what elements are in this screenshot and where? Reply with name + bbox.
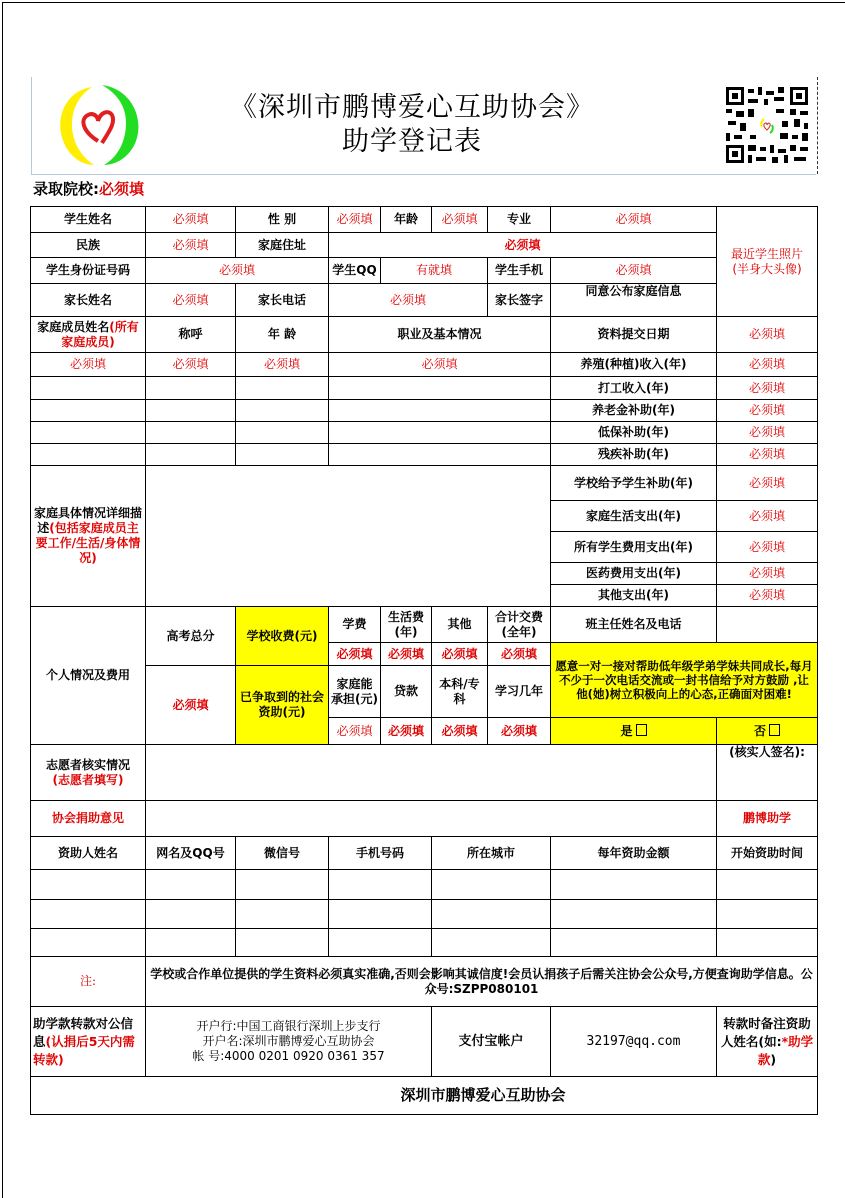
sponsor-cell[interactable] — [432, 929, 551, 957]
sponsor-row — [31, 929, 818, 957]
id-number-label: 学生身份证号码 — [31, 258, 146, 284]
submit-date-label: 资料提交日期 — [551, 317, 717, 353]
family-description-label-hint: (包括家庭成员主要工作/生活/身体情况) — [35, 521, 141, 565]
address-field[interactable]: 必须填 — [329, 233, 717, 258]
other-fee-label: 其他 — [432, 607, 488, 643]
gaokao-score-field[interactable]: 必须填 — [146, 666, 236, 745]
parent-sign-label: 家长签字 — [488, 284, 551, 317]
volunteer-verify-label-text: 志愿者核实情况 — [45, 757, 130, 772]
student-qq-label: 学生QQ — [329, 258, 381, 284]
volunteer-verify-field[interactable] — [146, 745, 717, 801]
family-member-age-field[interactable] — [236, 422, 329, 444]
family-member-age-field[interactable] — [236, 377, 329, 400]
family-member-relation-field[interactable] — [146, 444, 236, 466]
header-divider — [817, 77, 818, 174]
expense-field[interactable]: 必须填 — [717, 585, 818, 607]
student-photo-placeholder[interactable] — [717, 207, 818, 317]
sponsor-col-phone: 手机号码 — [329, 837, 432, 870]
family-member-relation-field[interactable]: 必须填 — [146, 353, 236, 377]
sponsor-cell[interactable] — [31, 929, 146, 957]
sponsor-cell[interactable] — [236, 870, 329, 900]
age-label: 年龄 — [381, 207, 432, 233]
income-field[interactable]: 必须填 — [717, 466, 818, 501]
tuition-field[interactable]: 必须填 — [329, 643, 381, 666]
payment-info-label-hint: (认捐后5天内需转款) — [33, 1033, 135, 1067]
family-member-name-field[interactable] — [31, 400, 146, 422]
family-member-label-hint: (所有家庭成员) — [61, 319, 139, 349]
family-member-label-text: 家庭成员姓名 — [37, 319, 110, 334]
title-org: 《深圳市鹏博爱心互助协会》 — [230, 92, 594, 123]
family-member-occupation-field[interactable] — [329, 377, 551, 400]
gaokao-score-label: 高考总分 — [146, 607, 236, 666]
sponsor-cell[interactable] — [329, 870, 432, 900]
sponsor-cell[interactable] — [329, 900, 432, 929]
payment-info-label-text: 助学款转款对公信息 — [33, 1015, 134, 1049]
sponsor-col-qq: 网名及QQ号 — [146, 837, 236, 870]
degree-label: 本科/专科 — [432, 666, 488, 718]
study-years-field[interactable]: 必须填 — [488, 718, 551, 745]
sponsor-cell[interactable] — [146, 870, 236, 900]
sponsor-col-name: 资助人姓名 — [31, 837, 146, 870]
income-field[interactable]: 必须填 — [717, 444, 818, 466]
transfer-remark-note — [717, 1007, 818, 1077]
sponsor-cell[interactable] — [236, 929, 329, 957]
title-form: 助学登记表 — [342, 126, 482, 157]
occupation-label: 职业及基本情况 — [329, 317, 551, 353]
photo-hint-line1: 最近学生照片 — [730, 246, 803, 261]
family-description-label — [31, 466, 146, 607]
sponsor-col-wechat: 微信号 — [236, 837, 329, 870]
association-opinion-field[interactable] — [146, 801, 717, 837]
income-label: 养殖(种植)收入(年) — [551, 353, 717, 377]
family-afford-field[interactable]: 必须填 — [329, 718, 381, 745]
address-label: 家庭住址 — [236, 233, 329, 258]
page-title — [182, 91, 642, 159]
sponsor-col-city: 所在城市 — [432, 837, 551, 870]
major-label: 专业 — [488, 207, 551, 233]
mentor-yes-option[interactable] — [551, 718, 717, 745]
living-cost-field[interactable]: 必须填 — [381, 643, 432, 666]
student-phone-label: 学生手机 — [488, 258, 551, 284]
transfer-remark-text: 转款时备注资助人姓名(如: — [720, 1015, 811, 1049]
family-member-relation-field[interactable] — [146, 422, 236, 444]
income-label: 养老金补助(年) — [551, 400, 717, 422]
bank-name: 开户行:中国工商银行深圳上步支行 — [196, 1019, 381, 1033]
expense-label: 所有学生费用支出(年) — [551, 532, 717, 563]
ethnicity-field[interactable]: 必须填 — [146, 233, 236, 258]
family-member-name-field[interactable] — [31, 422, 146, 444]
parent-name-label: 家长姓名 — [31, 284, 146, 317]
family-member-age-field[interactable] — [236, 400, 329, 422]
transfer-remark-end: ) — [770, 1051, 777, 1067]
family-member-occupation-field[interactable] — [329, 400, 551, 422]
sponsor-cell[interactable] — [146, 900, 236, 929]
association-opinion-label: 协会捐助意见 — [31, 801, 146, 837]
family-member-name-field[interactable] — [31, 444, 146, 466]
admitted-school-value[interactable]: 必须填 — [99, 180, 145, 198]
degree-field[interactable]: 必须填 — [432, 718, 488, 745]
mentor-no-label: 否 — [753, 723, 766, 738]
payment-info-label — [31, 1007, 146, 1077]
family-member-relation-field[interactable] — [146, 377, 236, 400]
qr-code-icon — [724, 85, 810, 165]
age-field[interactable]: 必须填 — [432, 207, 488, 233]
family-member-name-field[interactable]: 必须填 — [31, 353, 146, 377]
checkbox-icon[interactable] — [636, 724, 647, 736]
sponsor-cell[interactable] — [717, 870, 818, 900]
parent-phone-field[interactable]: 必须填 — [329, 284, 488, 317]
registration-table — [30, 206, 818, 1115]
volunteer-verify-label — [31, 745, 146, 801]
sponsor-cell[interactable] — [551, 900, 717, 929]
family-description-field[interactable] — [146, 466, 551, 607]
association-stamp: 鹏博助学 — [717, 801, 818, 837]
expense-field[interactable]: 必须填 — [717, 532, 818, 563]
bank-account-info — [146, 1007, 432, 1077]
family-member-age-field[interactable] — [236, 444, 329, 466]
sponsor-cell[interactable] — [31, 900, 146, 929]
student-qq-field[interactable]: 有就填 — [381, 258, 488, 284]
social-aid-label: 已争取到的社会资助(元) — [236, 666, 329, 745]
gender-label: 性 别 — [236, 207, 329, 233]
study-years-label: 学习几年 — [488, 666, 551, 718]
verifier-signature-field[interactable]: (核实人签名): — [717, 745, 818, 801]
sponsor-cell[interactable] — [551, 870, 717, 900]
bank-account-number: 帐 号:4000 0201 0920 0361 357 — [192, 1049, 385, 1063]
student-name-label: 学生姓名 — [31, 207, 146, 233]
parent-name-field[interactable]: 必须填 — [146, 284, 236, 317]
photo-hint-line2: (半身大头像) — [732, 261, 802, 276]
admitted-school — [33, 178, 144, 199]
sponsor-cell[interactable] — [146, 929, 236, 957]
sponsor-cell[interactable] — [31, 870, 146, 900]
mentor-commitment-text: 愿意一对一接对帮助低年级学弟学妹共同成长,每月不少于一次电话交流或一封书信给予对方鼓励 ,让他(她)树立积极向上的心态,正确面对困难! — [551, 643, 818, 718]
transfer-remark-example: *助学款 — [757, 1033, 814, 1067]
sponsor-cell[interactable] — [236, 900, 329, 929]
gender-field[interactable]: 必须填 — [329, 207, 381, 233]
sponsor-cell[interactable] — [329, 929, 432, 957]
expense-field[interactable]: 必须填 — [717, 501, 818, 532]
total-fee-field[interactable]: 必须填 — [488, 643, 551, 666]
admitted-school-label: 录取院校: — [33, 180, 99, 198]
heart-logo-icon — [52, 81, 144, 169]
loan-label: 贷款 — [381, 666, 432, 718]
bank-account-name: 开户名:深圳市鹏博爱心互助协会 — [202, 1034, 375, 1048]
sponsor-cell[interactable] — [551, 929, 717, 957]
family-member-occupation-field[interactable] — [329, 422, 551, 444]
mentor-yes-label: 是 — [620, 723, 633, 738]
family-member-age-field[interactable]: 必须填 — [236, 353, 329, 377]
note-text: 学校或合作单位提供的学生资料必须真实准确,否则会影响其诚信度!会员认捐孩子后需关注协会公众号,方便查询助学信息。公众号:SZPP080101 — [146, 957, 818, 1007]
family-member-occupation-field[interactable] — [329, 444, 551, 466]
sponsor-cell[interactable] — [717, 929, 818, 957]
sponsor-col-start: 开始资助时间 — [717, 837, 818, 870]
sponsor-cell[interactable] — [432, 870, 551, 900]
family-description-label-text: 家庭具体情况详细描述 — [33, 506, 142, 535]
note-label: 注: — [31, 957, 146, 1007]
id-number-field[interactable]: 必须填 — [146, 258, 329, 284]
income-field[interactable]: 必须填 — [717, 353, 818, 377]
personal-expenses-label: 个人情况及费用 — [31, 607, 146, 745]
submit-date-field[interactable]: 必须填 — [717, 317, 818, 353]
income-field[interactable]: 必须填 — [717, 400, 818, 422]
sponsor-cell[interactable] — [717, 900, 818, 929]
head-teacher-label: 班主任姓名及电话 — [551, 607, 717, 643]
family-member-occupation-field[interactable]: 必须填 — [329, 353, 551, 377]
income-label: 残疾补助(年) — [551, 444, 717, 466]
head-teacher-field[interactable] — [717, 607, 818, 643]
ethnicity-label: 民族 — [31, 233, 146, 258]
sponsor-row — [31, 900, 818, 929]
school-fee-label: 学校收费(元) — [236, 607, 329, 666]
income-field[interactable]: 必须填 — [717, 377, 818, 400]
expense-field[interactable]: 必须填 — [717, 563, 818, 585]
living-cost-label: 生活费(年) — [381, 607, 432, 643]
income-label: 学校给予学生补助(年) — [551, 466, 717, 501]
family-afford-label: 家庭能承担(元) — [329, 666, 381, 718]
sponsor-row — [31, 870, 818, 900]
sponsor-col-amount: 每年资助金额 — [551, 837, 717, 870]
other-fee-field[interactable]: 必须填 — [432, 643, 488, 666]
loan-field[interactable]: 必须填 — [381, 718, 432, 745]
form-header — [31, 77, 816, 175]
student-phone-field[interactable]: 必须填 — [551, 258, 717, 284]
alipay-account: 32197@qq.com — [551, 1007, 717, 1077]
mentor-no-option[interactable] — [717, 718, 818, 745]
family-age-label: 年 龄 — [236, 317, 329, 353]
tuition-label: 学费 — [329, 607, 381, 643]
footer-org-name: 深圳市鹏博爱心互助协会 — [31, 1077, 818, 1115]
expense-label: 医药费用支出(年) — [551, 563, 717, 585]
student-name-field[interactable]: 必须填 — [146, 207, 236, 233]
expense-label: 其他支出(年) — [551, 585, 717, 607]
agree-publish-field[interactable]: 同意公布家庭信息 — [551, 284, 717, 317]
income-field[interactable]: 必须填 — [717, 422, 818, 444]
income-label: 打工收入(年) — [551, 377, 717, 400]
major-field[interactable]: 必须填 — [551, 207, 717, 233]
expense-label: 家庭生活支出(年) — [551, 501, 717, 532]
volunteer-verify-label-hint: (志愿者填写) — [52, 772, 124, 787]
family-member-label — [31, 317, 146, 353]
alipay-label: 支付宝帐户 — [432, 1007, 551, 1077]
sponsor-cell[interactable] — [432, 900, 551, 929]
family-member-relation-field[interactable] — [146, 400, 236, 422]
checkbox-icon[interactable] — [769, 724, 780, 736]
family-member-name-field[interactable] — [31, 377, 146, 400]
total-fee-label: 合计交费(全年) — [488, 607, 551, 643]
parent-phone-label: 家长电话 — [236, 284, 329, 317]
income-label: 低保补助(年) — [551, 422, 717, 444]
relation-label: 称呼 — [146, 317, 236, 353]
